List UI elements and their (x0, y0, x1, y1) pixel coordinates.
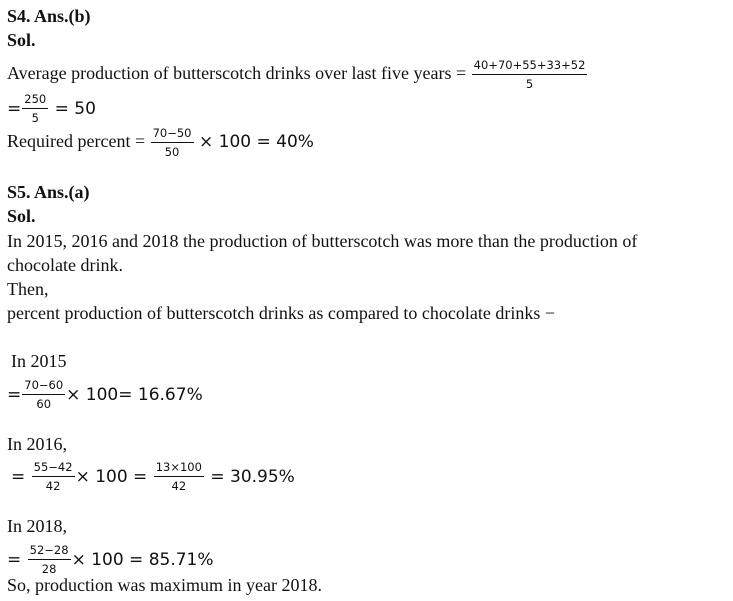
s5-2016-result: = 30.95% (210, 467, 295, 487)
s5-paragraph-line1: In 2015, 2016 and 2018 the production of butterscotch was more than the production of (7, 231, 638, 251)
s4-required-denominator: 50 (164, 145, 180, 159)
s4-required-text: Required percent = (7, 131, 146, 152)
s5-2018-result: × 100 = 85.71% (71, 550, 214, 570)
s4-average-numerator: 40+70+55+33+52 (472, 58, 588, 75)
s5-2018-numerator: 52−28 (28, 543, 71, 560)
s4-eq2-numerator: 250 (22, 92, 48, 109)
s5-2018-equation (7, 543, 214, 577)
s5-percent-text: percent production of butterscotch drinks as compared to chocolate drinks − (7, 303, 555, 323)
s4-second-equation (7, 92, 96, 126)
s5-2015-prefix: = (7, 385, 22, 405)
s5-2016-prefix: = (11, 467, 26, 487)
s4-average-text: Average production of butterscotch drinks over last five years = (7, 63, 467, 84)
s4-eq2-denominator: 5 (31, 111, 39, 125)
s5-2015-label: In 2015 (11, 351, 67, 371)
s4-eq2-fraction (22, 92, 48, 126)
s5-then-text: Then, (7, 279, 49, 299)
s4-eq2-prefix: = (7, 99, 22, 119)
s4-heading: S4. Ans.(b) (7, 6, 91, 26)
s4-average-equation (7, 58, 588, 92)
s5-2015-denominator: 60 (36, 397, 52, 411)
s4-required-fraction (151, 126, 194, 160)
s5-2016-label: In 2016, (7, 434, 67, 454)
s4-eq2-result: = 50 (54, 99, 96, 119)
s4-required-result: × 100 = 40% (199, 132, 314, 153)
s5-2016-fraction-2 (154, 460, 204, 494)
s5-paragraph-line2: chocolate drink. (7, 255, 123, 275)
s5-2016-numerator-2: 13×100 (154, 460, 204, 477)
s4-average-fraction (472, 58, 588, 92)
s5-2018-fraction (28, 543, 71, 577)
s5-2016-equation (11, 460, 295, 494)
s5-2015-equation (7, 378, 203, 412)
s4-required-equation (7, 126, 314, 160)
s5-2018-prefix: = (7, 550, 22, 570)
s5-2018-denominator: 28 (41, 562, 57, 576)
s4-sol-label: Sol. (7, 30, 36, 50)
s5-2015-result: × 100= 16.67% (66, 385, 203, 405)
s5-2015-fraction (22, 378, 65, 412)
s5-heading: S5. Ans.(a) (7, 182, 90, 202)
s4-required-numerator: 70−50 (151, 126, 194, 143)
s5-sol-label: Sol. (7, 206, 36, 226)
s5-2018-label: In 2018, (7, 516, 67, 536)
s5-conclusion: So, production was maximum in year 2018. (7, 575, 322, 595)
s5-2016-middle: × 100 = (75, 467, 148, 487)
s5-2016-denominator-2: 42 (171, 479, 187, 493)
s5-2016-fraction-1 (32, 460, 75, 494)
s5-2016-numerator-1: 55−42 (32, 460, 75, 477)
s5-2016-denominator-1: 42 (45, 479, 61, 493)
s4-average-denominator: 5 (525, 77, 534, 91)
s5-2015-numerator: 70−60 (22, 378, 65, 395)
